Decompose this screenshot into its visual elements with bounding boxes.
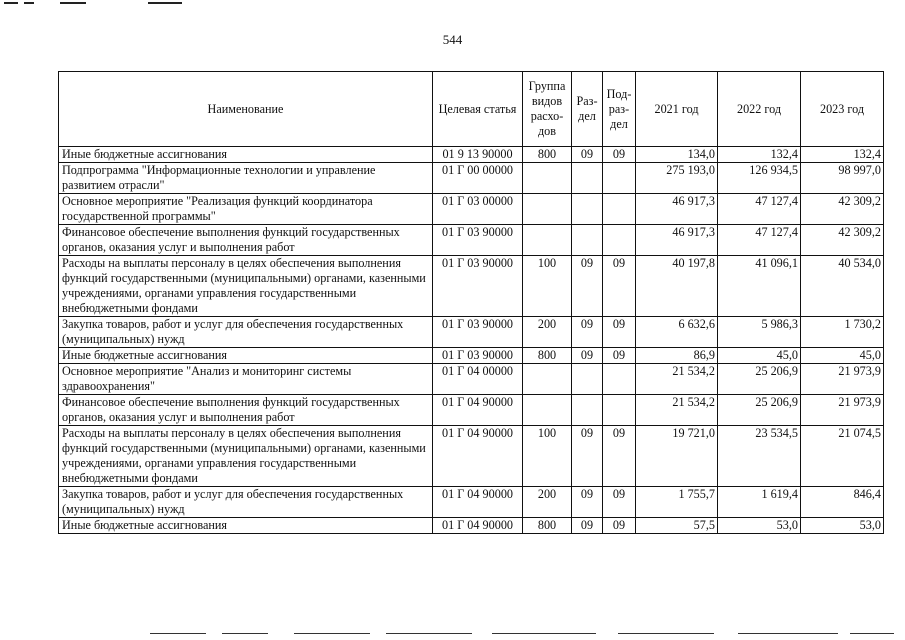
cell-section: 09 xyxy=(572,317,603,348)
cell-subsection: 09 xyxy=(603,147,636,163)
header-2022: 2022 год xyxy=(718,72,801,147)
cell-y2022: 53,0 xyxy=(718,518,801,534)
table-row xyxy=(59,194,884,225)
cell-target: 01 Г 00 00000 xyxy=(433,163,523,194)
table-row xyxy=(59,256,884,317)
cell-y2022: 23 534,5 xyxy=(718,426,801,487)
cell-y2022: 41 096,1 xyxy=(718,256,801,317)
cell-section: 09 xyxy=(572,426,603,487)
cell-y2021: 275 193,0 xyxy=(636,163,718,194)
table-row xyxy=(59,518,884,534)
cell-y2022: 132,4 xyxy=(718,147,801,163)
cell-group: 800 xyxy=(523,348,572,364)
cell-y2023: 53,0 xyxy=(801,518,884,534)
table-row xyxy=(59,348,884,364)
cell-y2022: 5 986,3 xyxy=(718,317,801,348)
cell-y2021: 21 534,2 xyxy=(636,364,718,395)
header-2021: 2021 год xyxy=(636,72,718,147)
cell-y2021: 40 197,8 xyxy=(636,256,718,317)
bottom-scan-marks xyxy=(0,633,905,637)
cell-y2021: 57,5 xyxy=(636,518,718,534)
cell-group: 100 xyxy=(523,426,572,487)
cell-y2021: 46 917,3 xyxy=(636,194,718,225)
cell-name: Основное мероприятие "Реализация функций координатора государственной программы" xyxy=(59,194,433,225)
table-row xyxy=(59,487,884,518)
cell-section: 09 xyxy=(572,348,603,364)
cell-subsection xyxy=(603,395,636,426)
cell-group xyxy=(523,364,572,395)
cell-group: 800 xyxy=(523,518,572,534)
cell-y2022: 25 206,9 xyxy=(718,395,801,426)
cell-y2021: 86,9 xyxy=(636,348,718,364)
table-header-row xyxy=(59,72,884,147)
cell-group: 800 xyxy=(523,147,572,163)
cell-y2021: 46 917,3 xyxy=(636,225,718,256)
cell-target: 01 9 13 90000 xyxy=(433,147,523,163)
cell-name: Подпрограмма "Информационные технологии и управление развитием отрасли" xyxy=(59,163,433,194)
cell-group xyxy=(523,163,572,194)
cell-subsection xyxy=(603,194,636,225)
cell-target: 01 Г 03 90000 xyxy=(433,256,523,317)
cell-section xyxy=(572,163,603,194)
cell-y2023: 45,0 xyxy=(801,348,884,364)
table-row xyxy=(59,395,884,426)
cell-name: Иные бюджетные ассигнования xyxy=(59,518,433,534)
cell-y2021: 134,0 xyxy=(636,147,718,163)
cell-target: 01 Г 04 90000 xyxy=(433,395,523,426)
cell-section: 09 xyxy=(572,256,603,317)
table-row xyxy=(59,147,884,163)
cell-subsection: 09 xyxy=(603,348,636,364)
header-target: Целевая статья xyxy=(433,72,523,147)
cell-group: 100 xyxy=(523,256,572,317)
cell-section: 09 xyxy=(572,487,603,518)
cell-section xyxy=(572,395,603,426)
cell-group xyxy=(523,225,572,256)
cell-y2023: 21 973,9 xyxy=(801,395,884,426)
cell-target: 01 Г 04 00000 xyxy=(433,364,523,395)
cell-section: 09 xyxy=(572,518,603,534)
cell-y2023: 846,4 xyxy=(801,487,884,518)
cell-subsection xyxy=(603,163,636,194)
cell-subsection: 09 xyxy=(603,426,636,487)
cell-y2022: 1 619,4 xyxy=(718,487,801,518)
cell-y2022: 47 127,4 xyxy=(718,194,801,225)
cell-group xyxy=(523,395,572,426)
table-row xyxy=(59,163,884,194)
page-number: 544 xyxy=(442,32,463,47)
cell-target: 01 Г 03 90000 xyxy=(433,348,523,364)
cell-name: Закупка товаров, работ и услуг для обеспечения государственных (муниципальных) нужд xyxy=(59,487,433,518)
table-row xyxy=(59,317,884,348)
cell-section xyxy=(572,364,603,395)
cell-name: Финансовое обеспечение выполнения функций государственных органов, оказания услуг и выполнения работ xyxy=(59,225,433,256)
cell-y2023: 40 534,0 xyxy=(801,256,884,317)
table-row xyxy=(59,364,884,395)
cell-y2023: 21 074,5 xyxy=(801,426,884,487)
cell-target: 01 Г 03 00000 xyxy=(433,194,523,225)
cell-group xyxy=(523,194,572,225)
cell-name: Основное мероприятие "Анализ и мониторинг системы здравоохранения" xyxy=(59,364,433,395)
cell-subsection xyxy=(603,225,636,256)
cell-group: 200 xyxy=(523,487,572,518)
cell-target: 01 Г 04 90000 xyxy=(433,487,523,518)
cell-y2022: 47 127,4 xyxy=(718,225,801,256)
cell-y2022: 126 934,5 xyxy=(718,163,801,194)
table-row xyxy=(59,426,884,487)
cell-section: 09 xyxy=(572,147,603,163)
cell-y2023: 132,4 xyxy=(801,147,884,163)
cell-name: Расходы на выплаты персоналу в целях обеспечения выполнения функций государственными (муниципальными) органами, казенными учреждениями, органами управления государственными внебюджетными фондами xyxy=(59,426,433,487)
cell-subsection: 09 xyxy=(603,256,636,317)
cell-group: 200 xyxy=(523,317,572,348)
cell-subsection xyxy=(603,364,636,395)
cell-section xyxy=(572,194,603,225)
header-name: Наименование xyxy=(59,72,433,147)
cell-y2021: 21 534,2 xyxy=(636,395,718,426)
cell-y2022: 45,0 xyxy=(718,348,801,364)
cell-name: Финансовое обеспечение выполнения функций государственных органов, оказания услуг и выполнения работ xyxy=(59,395,433,426)
cell-section xyxy=(572,225,603,256)
cell-y2023: 42 309,2 xyxy=(801,225,884,256)
header-section: Раз-дел xyxy=(572,72,603,147)
budget-table xyxy=(58,71,884,534)
cell-name: Закупка товаров, работ и услуг для обеспечения государственных (муниципальных) нужд xyxy=(59,317,433,348)
header-group: Группа видов расхо-дов xyxy=(523,72,572,147)
top-scan-marks xyxy=(0,2,905,8)
cell-target: 01 Г 03 90000 xyxy=(433,225,523,256)
cell-y2023: 1 730,2 xyxy=(801,317,884,348)
cell-name: Иные бюджетные ассигнования xyxy=(59,348,433,364)
cell-target: 01 Г 03 90000 xyxy=(433,317,523,348)
cell-y2022: 25 206,9 xyxy=(718,364,801,395)
cell-y2021: 1 755,7 xyxy=(636,487,718,518)
cell-y2021: 19 721,0 xyxy=(636,426,718,487)
header-2023: 2023 год xyxy=(801,72,884,147)
cell-y2023: 98 997,0 xyxy=(801,163,884,194)
cell-y2023: 21 973,9 xyxy=(801,364,884,395)
cell-subsection: 09 xyxy=(603,518,636,534)
table-row xyxy=(59,225,884,256)
cell-target: 01 Г 04 90000 xyxy=(433,518,523,534)
cell-y2023: 42 309,2 xyxy=(801,194,884,225)
cell-subsection: 09 xyxy=(603,317,636,348)
cell-name: Иные бюджетные ассигнования xyxy=(59,147,433,163)
cell-name: Расходы на выплаты персоналу в целях обеспечения выполнения функций государственными (муниципальными) органами, казенными учреждениями, органами управления государственными внебюджетными фондами xyxy=(59,256,433,317)
cell-subsection: 09 xyxy=(603,487,636,518)
cell-y2021: 6 632,6 xyxy=(636,317,718,348)
cell-target: 01 Г 04 90000 xyxy=(433,426,523,487)
header-subsection: Под-раз-дел xyxy=(603,72,636,147)
